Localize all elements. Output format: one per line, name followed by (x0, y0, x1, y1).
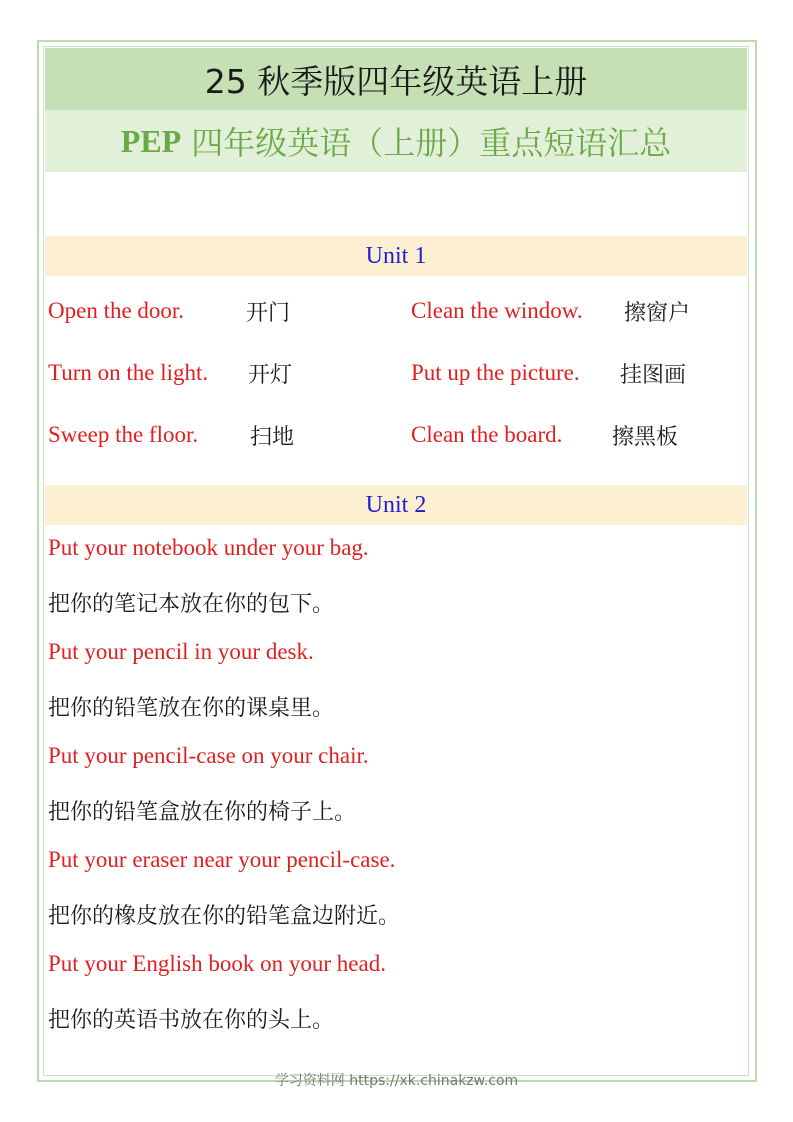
phrase-row (48, 355, 208, 391)
unit-1-label: Unit 1 (365, 242, 427, 269)
sentence-chinese-text: 把你的笔记本放在你的包下。 (48, 591, 335, 617)
sentence-english-text: Put your eraser near your pencil-case. (48, 847, 396, 872)
page-title (45, 48, 747, 110)
sentence-chinese (48, 792, 356, 828)
phrase-row (411, 355, 580, 391)
phrase-chinese: 扫地 (250, 424, 295, 450)
phrase-row (48, 293, 184, 329)
phrase-row (250, 417, 294, 453)
phrase-chinese: 开门 (246, 300, 291, 326)
phrase-chinese: 开灯 (248, 362, 293, 388)
sentence-chinese-text: 把你的铅笔放在你的课桌里。 (48, 695, 335, 721)
sentence-english-text: Put your pencil-case on your chair. (48, 743, 369, 768)
footer-text: 学习资料网 https://xk.chinakzw.com (274, 1073, 519, 1089)
sentence-english-text: Put your notebook under your bag. (48, 535, 369, 560)
unit-1-header (45, 236, 747, 276)
phrase-english: Sweep the floor. (48, 422, 199, 447)
phrase-row (48, 417, 198, 453)
phrase-row (248, 355, 292, 391)
phrase-row (411, 417, 562, 453)
sentence-chinese-text: 把你的铅笔盒放在你的椅子上。 (48, 799, 357, 825)
page-title-text: 25 秋季版四年级英语上册 (204, 61, 588, 101)
sentence-english-text: Put your English book on your head. (48, 951, 386, 976)
phrase-english: Clean the board. (411, 422, 563, 447)
sentence-english (48, 738, 369, 774)
sentence-chinese-text: 把你的英语书放在你的头上。 (48, 1007, 335, 1033)
sentence-chinese (48, 1000, 334, 1036)
phrase-chinese: 擦窗户 (624, 300, 691, 326)
sentence-chinese-text: 把你的橡皮放在你的铅笔盒边附近。 (48, 903, 401, 929)
phrase-english: Open the door. (48, 298, 185, 323)
sentence-english (48, 634, 314, 670)
unit-2-header (45, 485, 747, 525)
sentence-chinese (48, 584, 334, 620)
phrase-row (620, 355, 686, 391)
subtitle-text: 四年级英语（上册）重点短语汇总 (191, 124, 672, 162)
phrase-english: Put up the picture. (411, 360, 580, 385)
sentence-chinese (48, 688, 334, 724)
unit-2-label: Unit 2 (365, 491, 427, 518)
sentence-english (48, 946, 386, 982)
phrase-chinese: 挂图画 (620, 362, 687, 388)
sentence-chinese (48, 896, 400, 932)
phrase-english: Clean the window. (411, 298, 583, 323)
page-subtitle (45, 110, 747, 172)
footer-watermark (0, 1070, 793, 1090)
phrase-row (246, 293, 290, 329)
subtitle-pep: PEP (120, 122, 182, 159)
phrase-row (612, 417, 678, 453)
sentence-english-text: Put your pencil in your desk. (48, 639, 314, 664)
phrase-english: Turn on the light. (48, 360, 209, 385)
sentence-english (48, 842, 395, 878)
phrase-row (624, 293, 690, 329)
phrase-chinese: 擦黑板 (612, 424, 679, 450)
sentence-english (48, 530, 369, 566)
phrase-row (411, 293, 583, 329)
